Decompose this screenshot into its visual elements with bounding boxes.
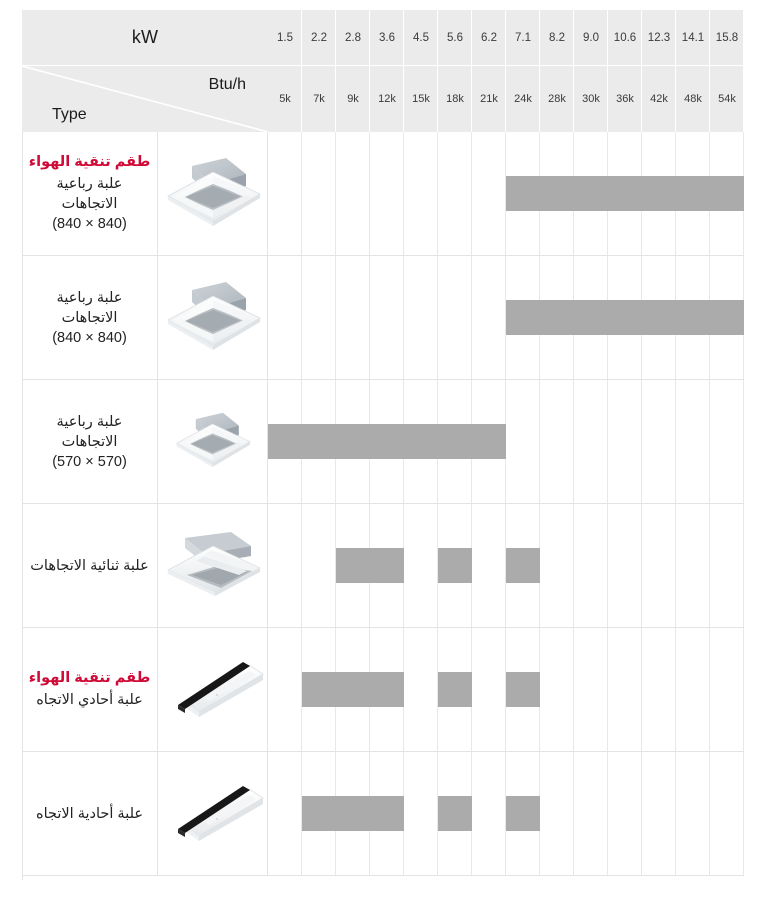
header-column-4 <box>370 10 404 132</box>
row-dimensions-label: (570 × 570) <box>52 453 127 470</box>
capacity-cell <box>642 628 676 752</box>
capacity-cell <box>710 628 744 752</box>
header-kw-value: 2.8 <box>336 10 370 66</box>
capacity-cell <box>404 628 438 752</box>
row-highlight-label: طقم تنقية الهواء <box>28 670 151 687</box>
header-kw-label: kW <box>131 27 159 47</box>
row-type-label: علبة رباعية الاتجاهات <box>56 289 123 326</box>
capacity-cell <box>404 752 438 876</box>
header-btu-value: 15k <box>412 93 430 105</box>
header-column-6 <box>438 10 472 132</box>
one-way-cassette-icon <box>157 655 269 725</box>
header-column-2 <box>302 10 336 132</box>
capacity-cell <box>404 256 438 380</box>
header-btu-value: 42k <box>650 93 668 105</box>
capacity-cell <box>302 504 336 628</box>
row-type-cell <box>22 752 158 876</box>
capacity-cell <box>608 752 642 876</box>
capacity-cell <box>642 380 676 504</box>
capacity-cell <box>540 752 574 876</box>
capacity-cell <box>676 752 710 876</box>
capacity-cell <box>268 132 302 256</box>
capacity-cell <box>642 752 676 876</box>
capacity-range-bar <box>438 796 472 831</box>
header-column-12 <box>642 10 676 132</box>
header-kw-value: 14.1 <box>676 10 710 66</box>
capacity-cell <box>574 380 608 504</box>
capacity-cell <box>506 380 540 504</box>
two-way-cassette-icon <box>159 528 267 604</box>
header-kw-value: 8.2 <box>540 10 574 66</box>
capacity-range-bar <box>438 672 472 707</box>
header-btu-value: 12k <box>378 93 396 105</box>
capacity-range-bar <box>438 548 472 583</box>
capacity-cell <box>574 752 608 876</box>
capacity-cell <box>710 504 744 628</box>
row-type-cell <box>22 504 158 628</box>
capacity-cell <box>676 504 710 628</box>
row-dimensions-label: (840 × 840) <box>52 215 127 232</box>
header-btu-value: 5k <box>279 93 291 105</box>
capacity-cell <box>574 504 608 628</box>
table-row <box>22 380 744 504</box>
header-column-8 <box>506 10 540 132</box>
capacity-cell <box>676 628 710 752</box>
header-btu-value: 54k <box>718 93 736 105</box>
header-btu-value: 21k <box>480 93 498 105</box>
capacity-cell <box>642 504 676 628</box>
capacity-cell <box>608 380 642 504</box>
row-type-label: علبة رباعية الاتجاهات <box>56 175 123 212</box>
capacity-range-bar <box>336 548 404 583</box>
header-btu-value: 7k <box>313 93 325 105</box>
header-btu-value: 24k <box>514 93 532 105</box>
header-column-11 <box>608 10 642 132</box>
row-product-image-cell <box>158 504 268 628</box>
header-kw-value: 4.5 <box>404 10 438 66</box>
capacity-cell <box>574 628 608 752</box>
capacity-cell <box>472 256 506 380</box>
header-column-7 <box>472 10 506 132</box>
capacity-cell <box>404 132 438 256</box>
header-kw-value: 3.6 <box>370 10 404 66</box>
header-btu-value: 18k <box>446 93 464 105</box>
row-dimensions-label: (840 × 840) <box>52 329 127 346</box>
row-type-label: علبة رباعية الاتجاهات <box>56 413 123 450</box>
capacity-range-bar <box>268 424 506 459</box>
capacity-cell <box>370 132 404 256</box>
row-type-cell <box>22 256 158 380</box>
header-kw-value: 2.2 <box>302 10 336 66</box>
one-way-cassette-icon <box>157 779 269 849</box>
four-way-cassette-icon <box>160 276 266 360</box>
header-kw-value: 9.0 <box>574 10 608 66</box>
capacity-range-bar <box>506 548 540 583</box>
header-column-13 <box>676 10 710 132</box>
capacity-range-bar <box>506 796 540 831</box>
row-type-label: علبة ثنائية الاتجاهات <box>30 557 149 574</box>
capacity-range-table <box>22 10 744 880</box>
table-row <box>22 752 744 876</box>
four-way-cassette-icon <box>160 152 266 236</box>
capacity-cell <box>540 504 574 628</box>
row-type-cell <box>22 628 158 752</box>
capacity-range-bar <box>506 176 744 211</box>
capacity-cell <box>370 256 404 380</box>
header-kw-value: 6.2 <box>472 10 506 66</box>
table-row <box>22 256 744 380</box>
capacity-cell <box>336 132 370 256</box>
header-btu-value: 30k <box>582 93 600 105</box>
row-type-cell <box>22 380 158 504</box>
header-kw-cell <box>22 10 268 66</box>
header-kw-value: 10.6 <box>608 10 642 66</box>
header-column-10 <box>574 10 608 132</box>
capacity-cell <box>438 132 472 256</box>
header-btu-value: 48k <box>684 93 702 105</box>
header-btu-value: 9k <box>347 93 359 105</box>
capacity-cell <box>472 504 506 628</box>
row-product-image-cell <box>158 132 268 256</box>
capacity-cell <box>710 380 744 504</box>
capacity-cell <box>404 504 438 628</box>
capacity-cell <box>472 752 506 876</box>
header-btu-value: 28k <box>548 93 566 105</box>
capacity-range-bar <box>302 672 404 707</box>
capacity-cell <box>472 132 506 256</box>
capacity-cell <box>302 256 336 380</box>
capacity-cell <box>268 628 302 752</box>
capacity-cell <box>676 380 710 504</box>
header-kw-value: 12.3 <box>642 10 676 66</box>
row-highlight-label: طقم تنقية الهواء <box>28 154 151 171</box>
header-column-14 <box>710 10 744 132</box>
capacity-cell <box>336 256 370 380</box>
row-type-cell <box>22 132 158 256</box>
header-column-9 <box>540 10 574 132</box>
row-product-image-cell <box>158 628 268 752</box>
capacity-cell <box>302 132 336 256</box>
header-kw-value: 7.1 <box>506 10 540 66</box>
header-kw-value: 5.6 <box>438 10 472 66</box>
header-kw-value: 15.8 <box>710 10 744 66</box>
capacity-cell <box>608 628 642 752</box>
header-column-1 <box>268 10 302 132</box>
capacity-cell <box>438 256 472 380</box>
capacity-cell <box>472 628 506 752</box>
header-btu-value: 36k <box>616 93 634 105</box>
capacity-range-bar <box>506 672 540 707</box>
header-type-label: Type <box>52 106 87 123</box>
capacity-cell <box>608 504 642 628</box>
capacity-cell <box>710 752 744 876</box>
capacity-cell <box>268 752 302 876</box>
capacity-cell <box>268 504 302 628</box>
row-type-label: علبة أحادي الاتجاه <box>36 691 143 708</box>
header-kw-value: 1.5 <box>268 10 302 66</box>
table-row <box>22 132 744 256</box>
capacity-cell <box>268 256 302 380</box>
row-product-image-cell <box>158 380 268 504</box>
row-type-label: علبة أحادية الاتجاه <box>35 805 144 822</box>
table-row <box>22 504 744 628</box>
row-product-image-cell <box>158 256 268 380</box>
capacity-cell <box>540 628 574 752</box>
header-type-btu-cell <box>22 66 268 132</box>
header-column-5 <box>404 10 438 132</box>
row-product-image-cell <box>158 752 268 876</box>
header-column-3 <box>336 10 370 132</box>
capacity-cell <box>540 380 574 504</box>
capacity-range-bar <box>302 796 404 831</box>
capacity-range-bar <box>506 300 744 335</box>
four-way-cassette-small-icon <box>170 408 255 475</box>
header-btu-label: Btu/h <box>208 76 246 93</box>
table-row <box>22 628 744 752</box>
